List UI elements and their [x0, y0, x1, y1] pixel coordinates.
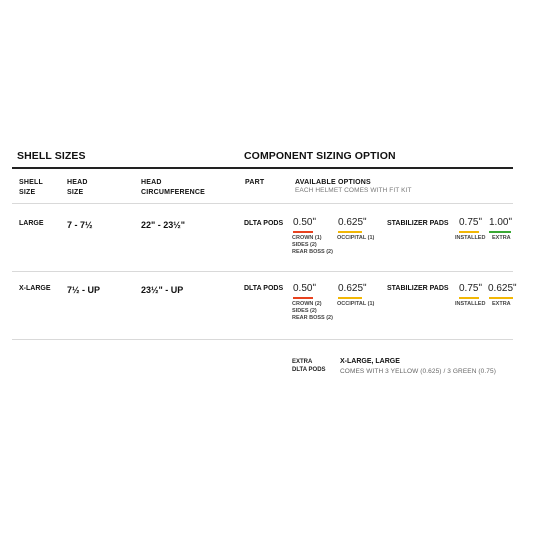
extra-dlta-pods-label: EXTRA DLTA PODS	[292, 359, 326, 373]
yellow-swatch	[489, 297, 513, 299]
extra-caption: EXTRA	[492, 235, 511, 241]
shell-size: LARGE	[19, 220, 44, 227]
dlta-option-0625: 0.625ʺ	[338, 217, 367, 228]
stabilizer-option-installed: 0.75ʺ	[459, 217, 483, 228]
part-name: DLTA PODS	[244, 285, 284, 292]
col-shell-size: SHELL SIZE	[19, 179, 43, 196]
col-options-subtitle: EACH HELMET COMES WITH FIT KIT	[295, 187, 412, 194]
component-sizing-title: COMPONENT SIZING OPTION	[244, 150, 396, 162]
dlta-option-050: 0.50ʺ	[293, 217, 317, 228]
col-available-options: AVAILABLE OPTIONS	[295, 179, 371, 186]
extra-description: COMES WITH 3 YELLOW (0.625) / 3 GREEN (0.75)	[340, 368, 496, 375]
row-divider	[12, 271, 513, 272]
stabilizer-pads-label: STABILIZER PADS	[387, 285, 449, 292]
option-note: CROWN (1) SIDES (2) REAR BOSS (2)	[292, 235, 333, 255]
yellow-swatch	[338, 297, 362, 299]
col-head-size: HEAD SIZE	[67, 179, 88, 196]
dlta-option-050: 0.50ʺ	[293, 283, 317, 294]
option-note: CROWN (2) SIDES (2) REAR BOSS (2)	[292, 301, 333, 321]
stabilizer-option-extra: 0.625ʺ	[488, 283, 517, 294]
yellow-swatch	[459, 297, 479, 299]
yellow-swatch	[459, 231, 479, 233]
stabilizer-option-installed: 0.75ʺ	[459, 283, 483, 294]
red-swatch	[293, 231, 313, 233]
part-name: DLTA PODS	[244, 220, 284, 227]
col-head-circumference: HEAD CIRCUMFERENCE	[141, 179, 206, 196]
yellow-swatch	[338, 231, 362, 233]
head-size: 7 - 7½	[67, 220, 93, 230]
shell-sizes-title: SHELL SIZES	[17, 150, 86, 162]
option-note: OCCIPITAL (1)	[337, 235, 375, 241]
header-divider	[12, 167, 513, 169]
green-swatch	[489, 231, 511, 233]
shell-size: X-LARGE	[19, 285, 51, 292]
row-divider	[12, 339, 513, 340]
row-divider	[12, 203, 513, 204]
head-size: 7½ - UP	[67, 285, 101, 295]
col-part: PART	[245, 179, 265, 186]
head-circumference: 22" - 23½"	[141, 220, 186, 230]
red-swatch	[293, 297, 313, 299]
head-circumference: 23½" - UP	[141, 285, 184, 295]
installed-caption: INSTALLED	[455, 235, 486, 241]
dlta-option-0625: 0.625ʺ	[338, 283, 367, 294]
stabilizer-option-extra: 1.00ʺ	[489, 217, 513, 228]
stabilizer-pads-label: STABILIZER PADS	[387, 220, 449, 227]
installed-caption: INSTALLED	[455, 301, 486, 307]
option-note: OCCIPITAL (1)	[337, 301, 375, 307]
extra-caption: EXTRA	[492, 301, 511, 307]
extra-sizes: X-LARGE, LARGE	[340, 358, 400, 365]
